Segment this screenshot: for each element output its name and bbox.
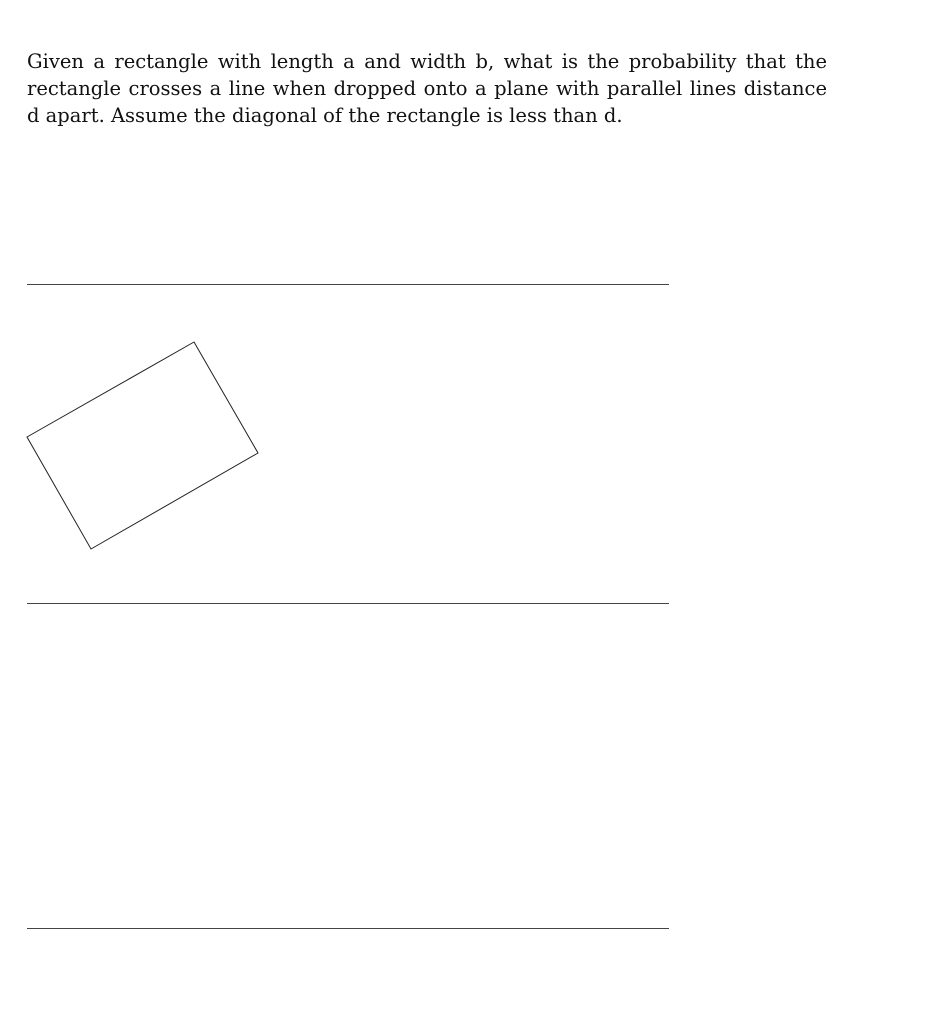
dropped-rectangle bbox=[27, 342, 258, 549]
problem-statement: Given a rectangle with length a and width b, what is the probability that the rectangle crosses a line when dropped onto a plane with parallel lines distance d apart. Assume the diagonal of the rectangle is less than d. bbox=[27, 50, 827, 127]
